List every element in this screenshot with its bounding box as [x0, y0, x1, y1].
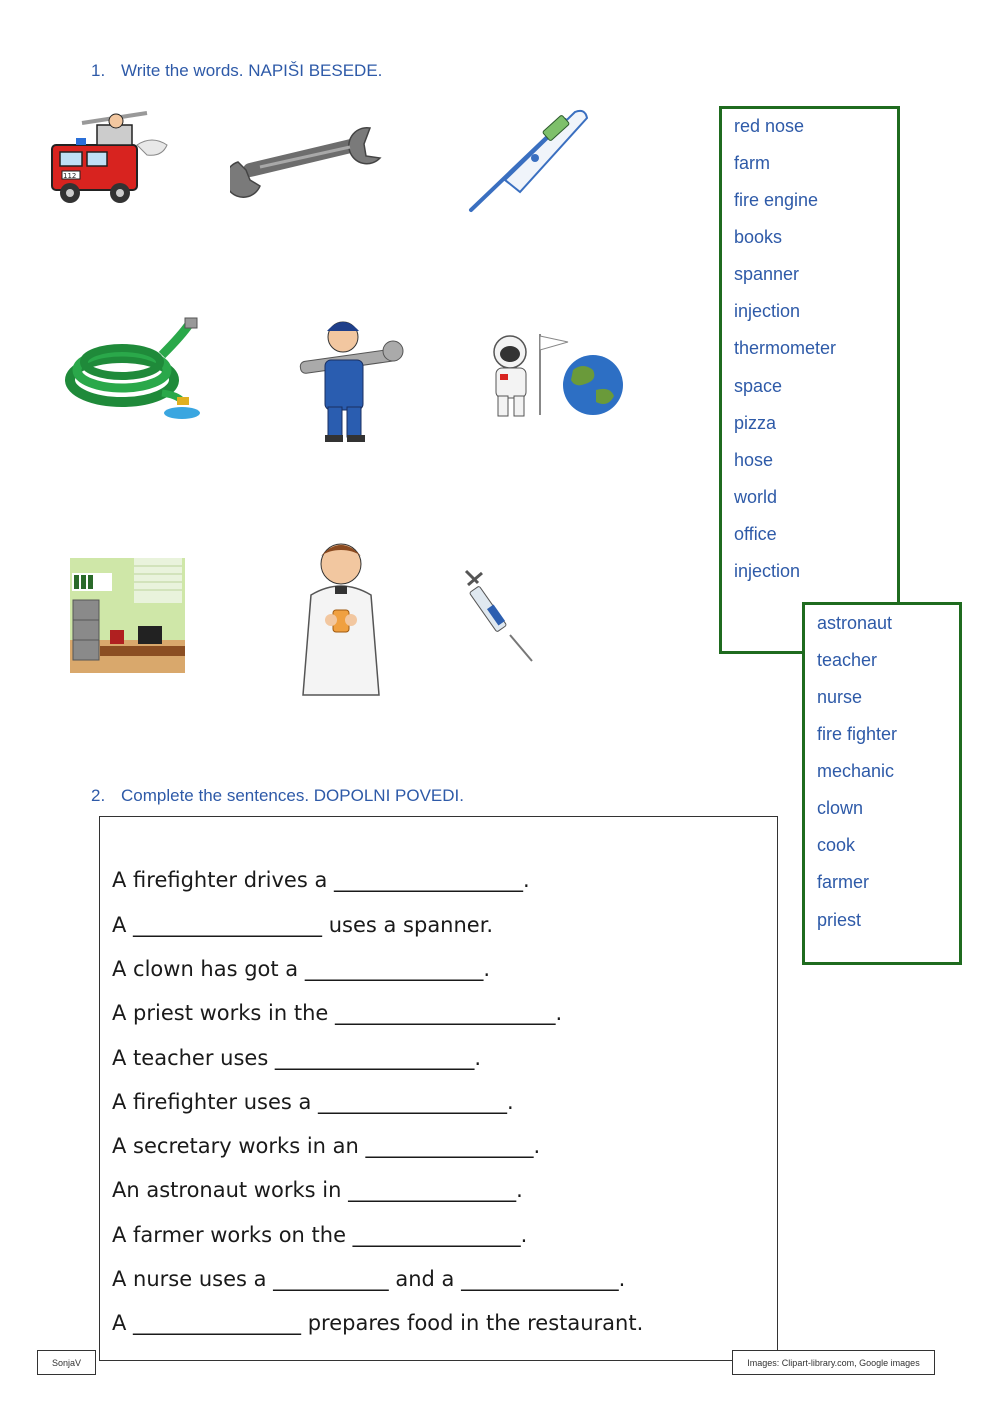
word-item: red nose: [734, 116, 805, 136]
fire-engine-picture: [42, 105, 177, 205]
word-item: injection: [734, 561, 801, 581]
svg-text:112: 112: [63, 172, 77, 180]
word-item: injection: [734, 301, 801, 321]
priest-picture: [293, 540, 388, 705]
task-2-number: 2.: [91, 786, 106, 805]
astronaut-picture: [488, 330, 628, 420]
word-bank-2: [802, 602, 962, 965]
thermometer-picture: [465, 100, 595, 215]
sentence: A nurse uses a ___________ and a _______________.: [112, 1267, 626, 1291]
word-item: office: [734, 524, 777, 544]
word-bank-1: [719, 106, 900, 654]
word-item: space: [734, 376, 783, 396]
word-item: spanner: [734, 264, 800, 284]
sentence: A clown has got a _________________.: [112, 957, 491, 981]
task-1-title: Write the words. NAPIŠI BESEDE.: [121, 61, 383, 80]
injection-picture: [462, 565, 537, 665]
sentence: A firefighter uses a __________________.: [112, 1090, 514, 1114]
word-item: teacher: [817, 650, 878, 670]
word-item: astronaut: [817, 613, 893, 633]
word-item: books: [734, 227, 783, 247]
sentence: A firefighter drives a __________________.: [112, 868, 530, 892]
word-item: fire engine: [734, 190, 819, 210]
sentence: A secretary works in an ________________.: [112, 1134, 541, 1158]
task-2-heading: [91, 786, 464, 806]
task-2-title: Complete the sentences. DOPOLNI POVEDI.: [121, 786, 464, 805]
word-item: hose: [734, 450, 774, 470]
word-item: farm: [734, 153, 770, 173]
sentence: A teacher uses ___________________.: [112, 1046, 482, 1070]
sentence: A priest works in the _____________________.: [112, 1001, 563, 1025]
mechanic-picture: [295, 315, 405, 445]
word-item: nurse: [817, 687, 863, 707]
word-item: priest: [817, 910, 862, 930]
task-1-heading: [91, 61, 382, 81]
word-item: thermometer: [734, 338, 837, 358]
sentence-box: [99, 816, 778, 1361]
sentence: A __________________ uses a spanner.: [112, 913, 494, 937]
hose-picture: [62, 315, 202, 425]
sentence: An astronaut works in ________________.: [112, 1178, 523, 1202]
office-picture: [70, 558, 185, 673]
word-item: world: [734, 487, 778, 507]
sentence: A ________________ prepares food in the restaurant.: [112, 1311, 644, 1335]
task-1-number: 1.: [91, 61, 106, 80]
word-item: farmer: [817, 872, 870, 892]
word-item: pizza: [734, 413, 777, 433]
sentence: A farmer works on the ________________.: [112, 1223, 528, 1247]
word-item: fire fighter: [817, 724, 898, 744]
word-item: mechanic: [817, 761, 895, 781]
word-item: clown: [817, 798, 864, 818]
author-credit: SonjaV: [37, 1350, 96, 1375]
image-credits: Images: Clipart-library.com, Google images: [732, 1350, 935, 1375]
word-item: cook: [817, 835, 856, 855]
spanner-picture: [230, 120, 385, 200]
